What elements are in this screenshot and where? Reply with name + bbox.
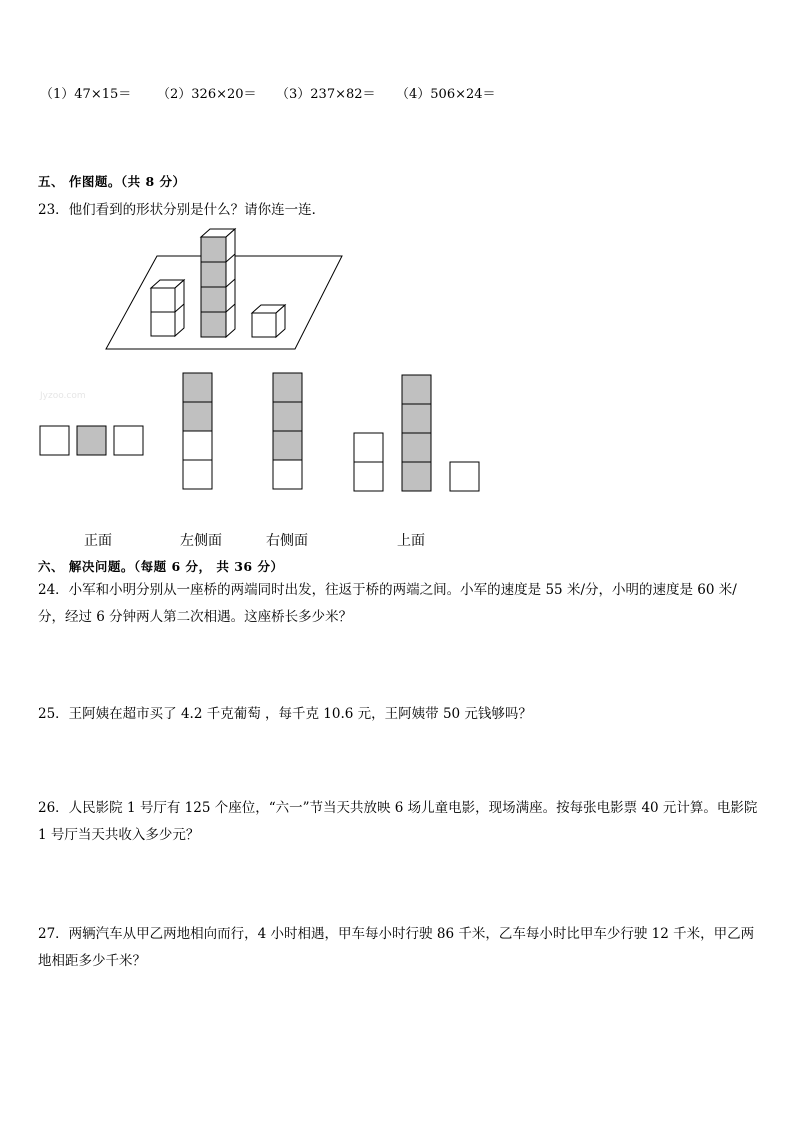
label-left: 左侧面 (180, 533, 222, 549)
question-23: 23．他们看到的形状分别是什么？请你连一连． (38, 202, 326, 218)
cube-stack-left (151, 280, 184, 336)
section-5-title: 五、 作图题。（共 8 分） (38, 174, 186, 189)
calc-2: （2）326×20＝ (157, 87, 257, 102)
question-25: 25．王阿姨在超市买了 4.2 千克葡萄 ，每千克 10.6 元，王阿姨带 50 元钱够吗？ (38, 706, 532, 722)
question-24: 24．小军和小明分别从一座桥的两端同时出发，往返于桥的两端之间。小军的速度是 55 米/分，小明的速度是 60 米/分，经过 6 分钟两人第二次相遇。这座桥长多少米？ (38, 582, 737, 625)
view-left (183, 373, 212, 489)
view-top (354, 375, 479, 491)
question-26: 26．人民影院 1 号厅有 125 个座位，“六一”节当天共放映 6 场儿童电影，现场满座。按每张电影票 40 元计算。电影院 1 号厅当天共收入多少元？ (38, 800, 758, 843)
view-right (273, 373, 302, 489)
calc-4: （4）506×24＝ (396, 87, 496, 102)
cube-stack-middle (201, 229, 235, 337)
label-front: 正面 (84, 533, 112, 549)
calc-1: （1）47×15＝ (40, 87, 132, 102)
cube-single-right (252, 305, 285, 337)
label-top: 上面 (397, 533, 425, 549)
watermark: Jyzoo.com (40, 391, 86, 401)
view-front (40, 426, 143, 455)
calc-3: （3）237×82＝ (276, 87, 376, 102)
section-6-title: 六、 解决问题。（每题 6 分， 共 36 分） (38, 559, 284, 574)
question-27: 27．两辆汽车从甲乙两地相向而行，4 小时相遇，甲车每小时行驶 86 千米，乙车每小时比甲车少行驶 12 千米，甲乙两地相距多少千米？ (38, 926, 755, 969)
label-right: 右侧面 (266, 533, 308, 549)
